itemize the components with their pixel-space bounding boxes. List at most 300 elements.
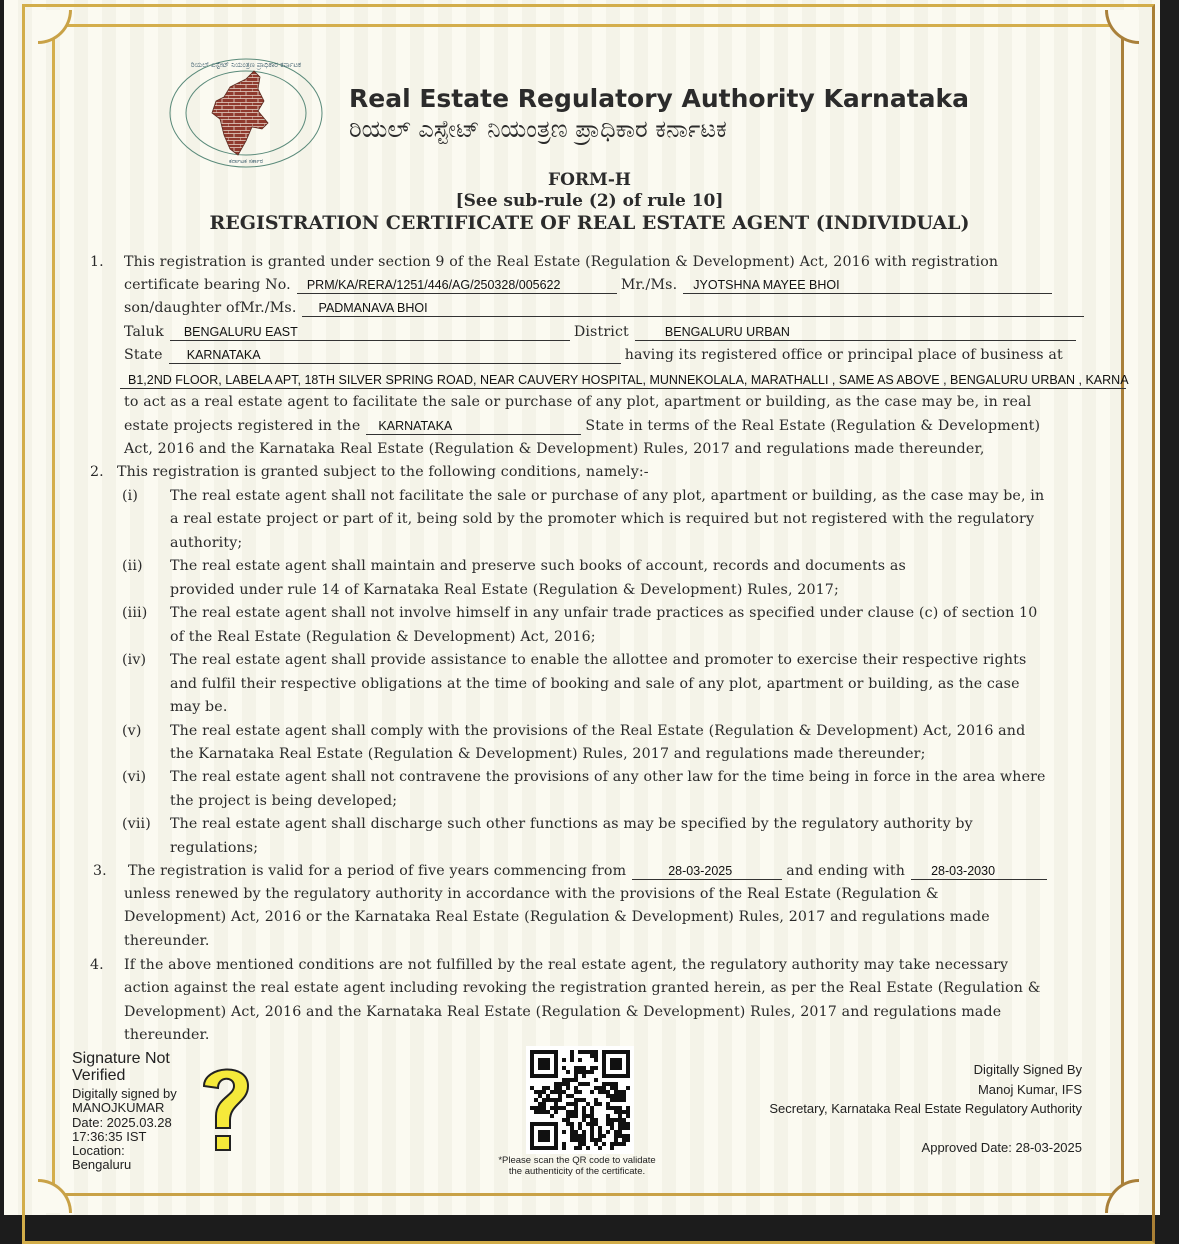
qr-module xyxy=(594,1122,598,1126)
rera-karnataka-logo xyxy=(168,57,324,169)
qr-module xyxy=(562,1106,566,1110)
qr-module xyxy=(570,1102,574,1106)
qr-module xyxy=(554,1082,558,1086)
para-number: 1. xyxy=(90,254,104,270)
qr-caption xyxy=(477,1156,677,1177)
qr-module xyxy=(610,1126,614,1130)
qr-module xyxy=(626,1110,630,1114)
para-number: 4. xyxy=(90,957,104,973)
qr-module xyxy=(582,1106,586,1110)
qr-module xyxy=(598,1086,602,1090)
signature-detail: MANOJKUMAR xyxy=(72,1100,165,1116)
qr-module xyxy=(538,1090,542,1094)
qr-module xyxy=(550,1106,554,1110)
qr-module xyxy=(566,1122,570,1126)
logo-bottom-text: ಕರ್ನಾಟಕ ಸರ್ಕಾರ xyxy=(228,158,264,165)
qr-module xyxy=(578,1126,582,1130)
qr-module xyxy=(622,1118,626,1122)
qr-module xyxy=(566,1086,570,1090)
qr-caption-line: the authenticity of the certificate. xyxy=(508,1165,646,1177)
question-mark-icon xyxy=(196,1058,256,1158)
qr-module xyxy=(530,1106,534,1110)
condition-number: (iv) xyxy=(122,652,147,669)
qr-module xyxy=(598,1138,602,1142)
qr-module xyxy=(570,1110,574,1114)
qr-module xyxy=(578,1122,582,1126)
qr-module xyxy=(558,1094,562,1098)
qr-module xyxy=(610,1142,614,1146)
para-1-line: estate projects registered in the xyxy=(124,418,361,434)
qr-module xyxy=(594,1054,598,1058)
qr-module xyxy=(606,1082,610,1086)
qr-module xyxy=(606,1102,610,1106)
para4-line: If the above mentioned conditions are not fulfilled by the real estate agent, the regulatory authority may take necessary xyxy=(124,957,1009,973)
qr-module xyxy=(614,1130,618,1134)
authority-title-kannada: ರಿಯಲ್ ಎಸ್ಟೇಟ್ ನಿಯಂತ್ರಣ ಪ್ರಾಧಿಕಾರ ಕರ್ನಾಟಕ xyxy=(349,115,727,143)
qr-module xyxy=(578,1146,582,1150)
qr-module xyxy=(586,1070,590,1074)
qr-module xyxy=(566,1114,570,1118)
qr-module xyxy=(598,1146,602,1150)
qr-module xyxy=(538,1106,542,1110)
qr-module xyxy=(570,1134,574,1138)
qr-module xyxy=(594,1058,598,1062)
qr-module xyxy=(594,1086,598,1090)
para3-line: Development) Act, 2016 or the Karnataka Real Estate (Regulation & Development) Rules, 2017 and regulations made xyxy=(124,909,990,926)
signature-detail: Bengaluru xyxy=(72,1157,132,1173)
signed-by-label: Digitally Signed By xyxy=(973,1062,1082,1077)
qr-module xyxy=(594,1050,598,1054)
qr-module xyxy=(558,1082,562,1086)
qr-module xyxy=(534,1098,538,1102)
qr-module xyxy=(554,1102,558,1106)
qr-module xyxy=(530,1086,534,1090)
qr-finder xyxy=(538,1130,550,1142)
signature-status-line: Verified xyxy=(72,1067,126,1084)
qr-module xyxy=(554,1098,558,1102)
qr-module xyxy=(554,1090,558,1094)
authority-title: Real Estate Regulatory Authority Karnataka xyxy=(349,84,970,113)
qr-module xyxy=(558,1086,562,1090)
qr-module xyxy=(570,1114,574,1118)
qr-module xyxy=(574,1074,578,1078)
qr-module xyxy=(538,1110,542,1114)
qr-module xyxy=(578,1070,582,1074)
qr-module xyxy=(570,1050,574,1054)
qr-module xyxy=(574,1102,578,1106)
condition-text: The real estate agent shall not facilitate the sale or purchase of any plot, apartment or building, as the case may be, in xyxy=(170,488,1045,504)
qr-module xyxy=(578,1134,582,1138)
signatory-block xyxy=(769,1060,1082,1157)
signature-detail: Date: 2025.03.28 xyxy=(72,1114,172,1130)
qr-module xyxy=(542,1090,546,1094)
qr-module xyxy=(602,1134,606,1138)
condition-text: the project is being developed; xyxy=(170,792,398,809)
para-number: 2. xyxy=(90,464,104,480)
condition-text: authority; xyxy=(170,534,243,551)
qr-code[interactable] xyxy=(526,1046,634,1154)
qr-module xyxy=(578,1058,582,1062)
qr-module xyxy=(582,1110,586,1114)
qr-module xyxy=(590,1118,594,1122)
projects-state-value: KARNATAKA xyxy=(366,418,581,435)
signature-details xyxy=(72,1087,177,1173)
qr-module xyxy=(586,1082,590,1086)
qr-module xyxy=(606,1130,610,1134)
qr-module xyxy=(614,1118,618,1122)
qr-module xyxy=(594,1102,598,1106)
para-3-line: The registration is valid for a period of five years commencing from xyxy=(128,863,627,879)
qr-module xyxy=(570,1094,574,1098)
qr-module xyxy=(602,1082,606,1086)
qr-module xyxy=(582,1130,586,1134)
qr-module xyxy=(598,1126,602,1130)
qr-module xyxy=(622,1142,626,1146)
qr-module xyxy=(590,1054,594,1058)
qr-module xyxy=(626,1114,630,1118)
qr-module xyxy=(590,1130,594,1134)
qr-module xyxy=(574,1114,578,1118)
qr-module xyxy=(610,1106,614,1110)
qr-module xyxy=(582,1082,586,1086)
label-office: having its registered office or principal place of business at xyxy=(624,347,1063,363)
qr-module xyxy=(578,1142,582,1146)
qr-module xyxy=(578,1098,582,1102)
label-cert-no: certificate bearing No. xyxy=(124,277,291,293)
qr-module xyxy=(582,1142,586,1146)
valid-from: 28-03-2025 xyxy=(632,863,782,880)
qr-module xyxy=(626,1086,630,1090)
para-1-line: State in terms of the Real Estate (Regulation & Development) xyxy=(585,418,1041,434)
qr-module xyxy=(574,1134,578,1138)
qr-module xyxy=(618,1090,622,1094)
qr-module xyxy=(618,1098,622,1102)
condition-number: (vi) xyxy=(122,769,147,786)
condition-text: regulations; xyxy=(170,839,259,856)
rule-reference: [See sub-rule (2) of rule 10] xyxy=(455,191,724,211)
logo-ring-text: ರಿಯಲ್ ಎಸ್ಟೇಟ್ ನಿಯಂತ್ರಣ ಪ್ರಾಧಿಕಾರ ಕರ್ನಾಟಕ xyxy=(190,61,302,69)
qr-module xyxy=(570,1126,574,1130)
qr-module xyxy=(622,1098,626,1102)
form-number: FORM-H xyxy=(548,170,631,190)
condition-text: may be. xyxy=(170,699,228,716)
qr-module xyxy=(562,1058,566,1062)
condition-text: The real estate agent shall not contravene the provisions of any other law for the time being in force in the area where xyxy=(170,769,1046,786)
qr-module xyxy=(626,1106,630,1110)
qr-module xyxy=(582,1118,586,1122)
condition-number: (v) xyxy=(122,722,142,739)
qr-module xyxy=(614,1094,618,1098)
signature-detail: Digitally signed by xyxy=(72,1086,177,1101)
qr-module xyxy=(598,1134,602,1138)
qr-module xyxy=(626,1122,630,1126)
qr-module xyxy=(618,1142,622,1146)
condition-text: provided under rule 14 of Karnataka Real Estate (Regulation & Development) Rules, 2017; xyxy=(170,581,839,598)
qr-module xyxy=(606,1114,610,1118)
condition-text: The real estate agent shall provide assistance to enable the allottee and promoter to exercise their respective rights xyxy=(170,652,1027,669)
qr-module xyxy=(626,1126,630,1130)
qr-module xyxy=(574,1086,578,1090)
qr-module xyxy=(602,1142,606,1146)
parent-row xyxy=(124,297,1088,319)
qr-module xyxy=(570,1078,574,1082)
condition-number: (i) xyxy=(122,488,139,504)
qr-finder xyxy=(610,1058,622,1070)
qr-module xyxy=(622,1138,626,1142)
label-son-of: son/daughter ofMr./Ms. xyxy=(124,300,297,316)
qr-module xyxy=(622,1134,626,1138)
qr-module xyxy=(618,1106,622,1110)
qr-module xyxy=(618,1110,622,1114)
qr-caption-line: *Please scan the QR code to validate xyxy=(498,1155,656,1166)
parent-name: PADMANAVA BHOI xyxy=(302,300,1084,317)
qr-module xyxy=(622,1126,626,1130)
qr-module xyxy=(594,1078,598,1082)
para-1-line: to act as a real estate agent to facilitate the sale or purchase of any plot, apartment or building, as the case may be, in real xyxy=(124,394,1032,410)
qr-module xyxy=(554,1086,558,1090)
signature-detail: Location: xyxy=(72,1143,125,1159)
signatory-name: Manoj Kumar, IFS xyxy=(977,1081,1082,1097)
qr-module xyxy=(582,1050,586,1054)
qr-module xyxy=(542,1098,546,1102)
qr-module xyxy=(590,1114,594,1118)
qr-module xyxy=(622,1122,626,1126)
qr-module xyxy=(558,1090,562,1094)
para-1-line: Act, 2016 and the Karnataka Real Estate (Regulation & Development) Rules, 2017 and regulations made thereunder, xyxy=(124,441,985,457)
qr-module xyxy=(590,1106,594,1110)
qr-module xyxy=(586,1122,590,1126)
label-mr-ms: Mr./Ms. xyxy=(620,277,678,293)
qr-module xyxy=(574,1078,578,1082)
address-value: B1,2ND FLOOR, LABELA APT, 18TH SILVER SPRING ROAD, NEAR CAUVERY HOSPITAL, MUNNEKOLALA, MARATHALLI , SAME AS ABOVE , BENGALURU URBAN , KARNA xyxy=(120,372,1126,389)
qr-module xyxy=(614,1138,618,1142)
para3-line: thereunder. xyxy=(124,932,210,949)
qr-module xyxy=(610,1118,614,1122)
qr-module xyxy=(558,1106,562,1110)
qr-module xyxy=(590,1134,594,1138)
qr-module xyxy=(610,1146,614,1150)
qr-module xyxy=(546,1110,550,1114)
qr-module xyxy=(578,1050,582,1054)
qr-module xyxy=(586,1050,590,1054)
qr-module xyxy=(590,1110,594,1114)
para-number: 3. xyxy=(93,863,107,879)
condition-text: and fulfil their respective obligations at the time of booking and sale of any plot, apartment or building, as the case xyxy=(170,675,1020,692)
qr-module xyxy=(622,1094,626,1098)
signature-status xyxy=(72,1050,170,1084)
qr-module xyxy=(598,1102,602,1106)
qr-module xyxy=(610,1122,614,1126)
qr-module xyxy=(558,1098,562,1102)
qr-module xyxy=(606,1122,610,1126)
qr-module xyxy=(618,1126,622,1130)
qr-module xyxy=(582,1098,586,1102)
qr-module xyxy=(562,1082,566,1086)
qr-module xyxy=(622,1110,626,1114)
condition-text: the Karnataka Real Estate (Regulation & Development) Rules, 2017 and regulations made thereunder; xyxy=(170,745,926,762)
qr-module xyxy=(566,1078,570,1082)
state-value: KARNATAKA xyxy=(169,347,621,364)
qr-module xyxy=(582,1070,586,1074)
qr-module xyxy=(598,1130,602,1134)
condition-number: (iii) xyxy=(122,605,148,622)
qr-module xyxy=(574,1130,578,1134)
qr-module xyxy=(606,1106,610,1110)
qr-module xyxy=(614,1142,618,1146)
condition-text: The real estate agent shall comply with the provisions of the Real Estate (Regulation & Development) Act, 2016 and xyxy=(170,722,1026,739)
qr-module xyxy=(590,1090,594,1094)
condition-text: a real estate project or part of it, being sold by the promoter which is required but not registered with the regulatory xyxy=(170,511,1035,528)
qr-module xyxy=(614,1110,618,1114)
qr-module xyxy=(562,1130,566,1134)
qr-module xyxy=(582,1134,586,1138)
qr-module xyxy=(550,1098,554,1102)
qr-module xyxy=(606,1090,610,1094)
qr-module xyxy=(578,1066,582,1070)
signatory-designation: Secretary, Karnataka Real Estate Regulatory Authority xyxy=(769,1101,1082,1117)
signature-status-line: Signature Not xyxy=(72,1050,170,1067)
registration-number: PRM/KA/RERA/1251/446/AG/250328/005622 xyxy=(297,277,617,294)
condition-text: of the Real Estate (Regulation & Development) Act, 2016; xyxy=(170,628,596,645)
qr-module xyxy=(594,1118,598,1122)
qr-module xyxy=(570,1138,574,1142)
qr-module xyxy=(582,1074,586,1078)
qr-module xyxy=(566,1102,570,1106)
qr-module xyxy=(542,1086,546,1090)
condition-number: (ii) xyxy=(122,558,143,575)
qr-module xyxy=(586,1102,590,1106)
qr-module xyxy=(538,1094,542,1098)
qr-module xyxy=(562,1090,566,1094)
qr-module xyxy=(582,1138,586,1142)
qr-module xyxy=(590,1122,594,1126)
qr-module xyxy=(590,1050,594,1054)
condition-number: (vii) xyxy=(122,816,151,833)
qr-module xyxy=(602,1086,606,1090)
qr-module xyxy=(570,1058,574,1062)
valid-to: 28-03-2030 xyxy=(911,863,1047,880)
qr-module xyxy=(546,1094,550,1098)
qr-module xyxy=(534,1090,538,1094)
qr-module xyxy=(562,1118,566,1122)
qr-module xyxy=(586,1114,590,1118)
district-value: BENGALURU URBAN xyxy=(635,324,1076,341)
label-district: District xyxy=(573,324,629,340)
qr-module xyxy=(578,1090,582,1094)
signature-detail: 17:36:35 IST xyxy=(72,1128,147,1144)
qr-module xyxy=(614,1134,618,1138)
qr-module xyxy=(618,1114,622,1118)
qr-module xyxy=(566,1070,570,1074)
qr-module xyxy=(574,1090,578,1094)
qr-module xyxy=(570,1122,574,1126)
qr-module xyxy=(594,1142,598,1146)
qr-module xyxy=(574,1070,578,1074)
validity-row xyxy=(128,860,1051,882)
qr-module xyxy=(574,1098,578,1102)
qr-module xyxy=(610,1086,614,1090)
qr-module xyxy=(562,1146,566,1150)
qr-module xyxy=(598,1090,602,1094)
qr-module xyxy=(618,1118,622,1122)
qr-module xyxy=(602,1090,606,1094)
qr-finder xyxy=(538,1058,550,1070)
qr-module xyxy=(550,1114,554,1118)
qr-code-image xyxy=(530,1050,630,1150)
qr-module xyxy=(554,1110,558,1114)
para4-line: thereunder. xyxy=(124,1027,210,1044)
qr-module xyxy=(610,1082,614,1086)
para3-line: unless renewed by the regulatory authority in accordance with the provisions of the Real Estate (Regulation & xyxy=(124,886,939,902)
qr-module xyxy=(534,1106,538,1110)
qr-module xyxy=(574,1106,578,1110)
qr-module xyxy=(614,1082,618,1086)
qr-module xyxy=(610,1098,614,1102)
qr-module xyxy=(574,1138,578,1142)
certificate-title: REGISTRATION CERTIFICATE OF REAL ESTATE AGENT (INDIVIDUAL) xyxy=(209,212,970,234)
qr-module xyxy=(554,1106,558,1110)
qr-module xyxy=(538,1102,542,1106)
qr-module xyxy=(566,1118,570,1122)
taluk-district-row xyxy=(124,321,1080,343)
qr-module xyxy=(590,1138,594,1142)
projects-state-row xyxy=(124,415,1040,437)
qr-module xyxy=(582,1114,586,1118)
qr-module xyxy=(574,1066,578,1070)
qr-module xyxy=(614,1106,618,1110)
qr-module xyxy=(590,1070,594,1074)
qr-module xyxy=(542,1102,546,1106)
qr-module xyxy=(606,1118,610,1122)
qr-module xyxy=(562,1142,566,1146)
para4-line: action against the real estate agent including revoking the registration granted herein, as per the Real Estate (Regulation & xyxy=(124,980,1041,997)
qr-module xyxy=(606,1094,610,1098)
qr-module xyxy=(562,1078,566,1082)
qr-module xyxy=(614,1098,618,1102)
qr-module xyxy=(594,1098,598,1102)
qr-module xyxy=(582,1066,586,1070)
qr-module xyxy=(590,1126,594,1130)
qr-module xyxy=(618,1130,622,1134)
label-taluk: Taluk xyxy=(124,324,164,340)
qr-module xyxy=(614,1086,618,1090)
qr-module xyxy=(594,1138,598,1142)
qr-module xyxy=(566,1082,570,1086)
cert-number-row xyxy=(124,274,1056,296)
para-1-line: This registration is granted under section 9 of the Real Estate (Regulation & Development) Act, 2016 with registration xyxy=(124,254,999,270)
qr-module xyxy=(570,1130,574,1134)
qr-module xyxy=(550,1090,554,1094)
label-state: State xyxy=(124,347,163,363)
qr-module xyxy=(574,1110,578,1114)
qr-module xyxy=(626,1138,630,1142)
qr-module xyxy=(542,1110,546,1114)
state-row xyxy=(124,344,1063,366)
qr-module xyxy=(626,1134,630,1138)
qr-module xyxy=(610,1094,614,1098)
qr-module xyxy=(566,1110,570,1114)
taluk-value: BENGALURU EAST xyxy=(170,324,570,341)
condition-text: The real estate agent shall discharge such other functions as may be specified by the regulatory authority by xyxy=(170,816,973,833)
qr-module xyxy=(570,1054,574,1058)
para-3-line: and ending with xyxy=(786,863,906,879)
qr-module xyxy=(562,1066,566,1070)
qr-module xyxy=(546,1086,550,1090)
condition-text: The real estate agent shall maintain and preserve such books of account, records and documents as xyxy=(170,558,906,575)
qr-module xyxy=(586,1146,590,1150)
qr-module xyxy=(618,1094,622,1098)
qr-module xyxy=(618,1134,622,1138)
